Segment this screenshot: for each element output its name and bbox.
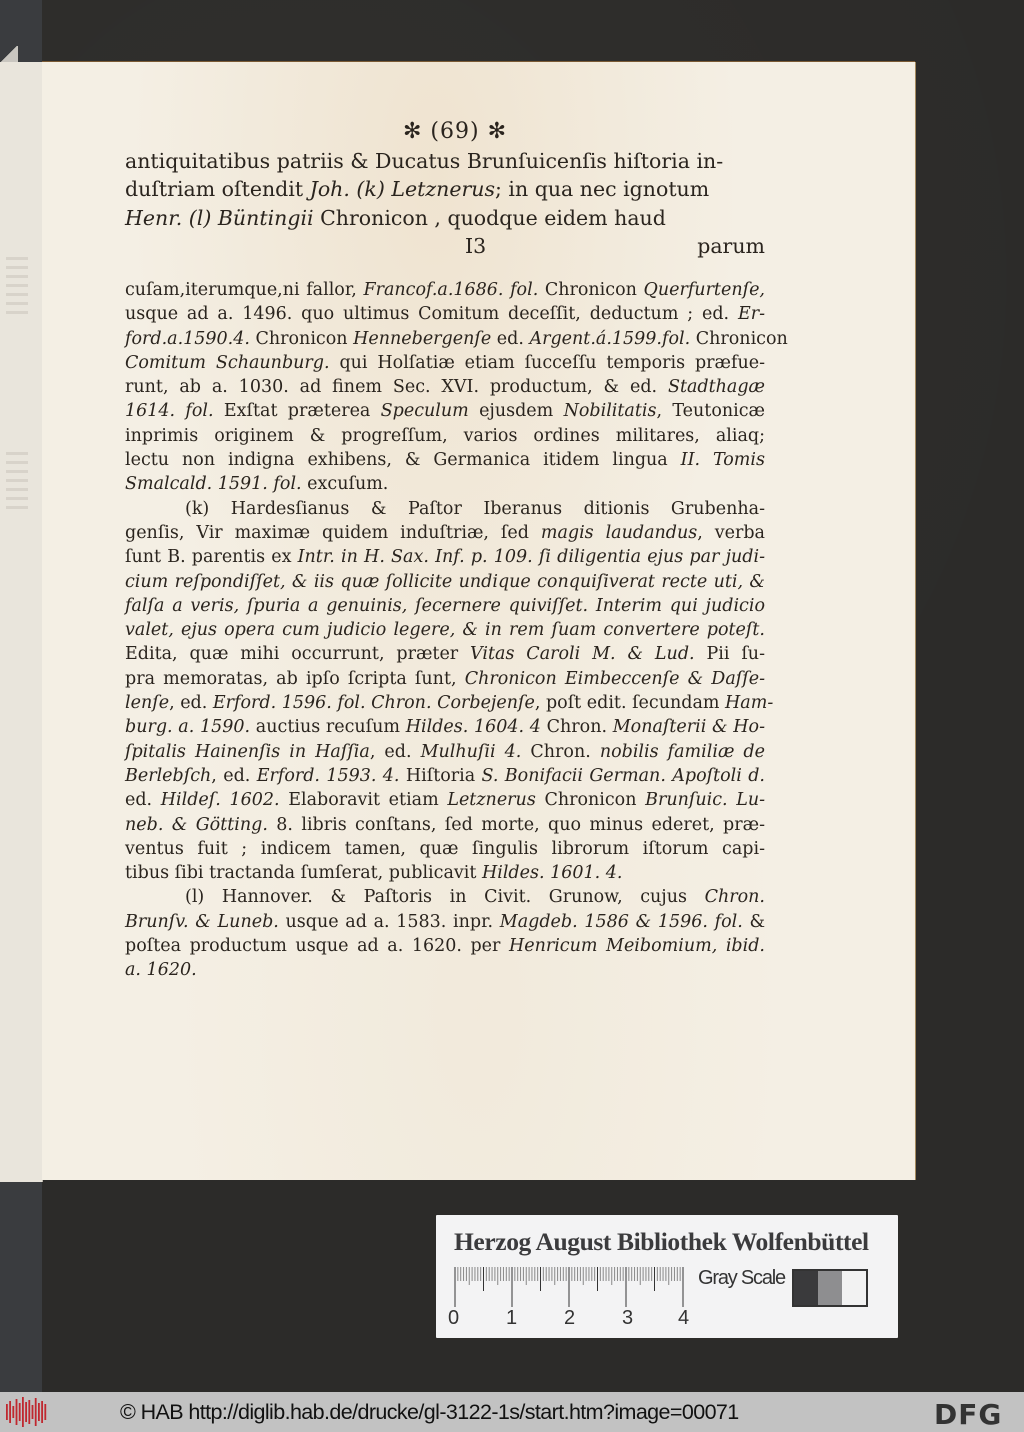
gray-scale-swatches [792, 1269, 868, 1307]
footnote-line: 1614. fol. Exſtat præterea Speculum ejusdem Nobilitatis, Teutonicæ [125, 401, 765, 422]
footnote-line: Berlebſch, ed. Erford. 1593. 4. Hiſtoria S. Bonifacii German. Apoſtoli d. [125, 765, 765, 786]
library-name: Herzog August Bibliothek Wolfenbüttel [454, 1227, 869, 1256]
ruler-number: 0 [448, 1307, 460, 1329]
gray-swatch-light [842, 1271, 866, 1305]
footnote-k [125, 497, 774, 886]
text-line: Henr. (l) Büntingii Chronicon , quodque eidem haud [125, 205, 666, 230]
catchword: parum [697, 234, 765, 258]
footnote-line: ventus fuit ; indicem tamen, quæ ſingulis librorum iſtorum capi- [125, 838, 765, 859]
footnote-line: Comitum Schaunburg. qui Holſatiæ etiam ſucceſſu temporis præfue- [125, 352, 765, 373]
footer-bar [0, 1392, 1024, 1432]
ruler-scale [454, 1267, 684, 1307]
text-line: antiquitatibus patriis & Ducatus Brunſuicenſis hiſtoria in- [125, 148, 724, 173]
footnote-line: lectu non indigna exhibens, & Germanica itidem lingua II. Tomis [125, 450, 765, 471]
footnotes [125, 278, 788, 983]
footnote-line: ford.a.1590.4. Chronicon Hennebergenſe ed. Argent.á.1599.fol. Chronicon [125, 328, 788, 349]
ruler-number: 1 [506, 1307, 518, 1329]
footnote-line: usque ad a. 1496. quo ultimus Comitum deceſſit, deductum ; ed. Er- [125, 304, 765, 325]
footnote-line: pra memoratas, ab ipſo ſcripta ſunt, Chronicon Eimbeccenſe & Daſſe- [125, 668, 765, 689]
footnote-line: runt, ab a. 1030. ad finem Sec. XVI. productum, & ed. Stadthagæ [125, 377, 765, 398]
footnote-line: inprimis originem & progreſſum, varios ordines militares, aliaq; [125, 425, 765, 446]
footnote-line: Smalcald. 1591. fol. excuſum. [125, 474, 389, 495]
hab-logo-icon[interactable] [4, 1396, 48, 1428]
ruler-number: 4 [678, 1307, 690, 1329]
footnote-line: (k) Hardesſianus & Paſtor Iberanus ditionis Grubenha- [185, 498, 765, 519]
main-text [125, 118, 765, 261]
bleed-through-text [6, 257, 28, 317]
footnote-line: valet, ejus opera cum judicio legere, & in rem ſuam convertere poteſt. [125, 620, 765, 641]
footnote-line: poſtea productum usque ad a. 1620. per Henricum Meibomium, ibid. [125, 936, 765, 957]
footnote-line: falſa a veris, ſpuria a genuinis, ſecernere quiviſſet. Interim qui judicio [125, 595, 765, 616]
footnote-line: neb. & Götting. 8. libris conſtans, ſed morte, quo minus ederet, præ- [125, 814, 765, 835]
footnote-line: (l) Hannover. & Paſtoris in Civit. Grunow, cujus Chron. [185, 887, 765, 908]
dfg-logo-icon[interactable]: DFG [934, 1398, 1003, 1431]
signature-mark: I3 [465, 234, 487, 258]
gray-scale-label: Gray Scale [698, 1267, 785, 1289]
footnote-line: a. 1620. [125, 960, 197, 981]
footnote-line: ſpitalis Hainenſis in Haſſia, ed. Mulhuſii 4. Chron. nobilis familiæ de [125, 741, 765, 762]
previous-page-edge [0, 62, 43, 1182]
color-reference-card [436, 1215, 898, 1338]
gray-swatch-mid [818, 1271, 842, 1305]
footnote-line: genſis, Vir maximæ quidem induſtriæ, ſed magis laudandus, verba [125, 522, 765, 543]
copyright-link[interactable]: © HAB http://diglib.hab.de/drucke/gl-3122-1s/start.htm?image=00071 [120, 1400, 739, 1424]
footnote-l [125, 885, 765, 982]
text-line: duſtriam oſtendit Joh. (k) Letznerus; in qua nec ignotum [125, 177, 710, 201]
footnote-line: ed. Hildeſ. 1602. Elaboravit etiam Letznerus Chronicon Brunſuic. Lu- [125, 790, 766, 811]
footnote-line: cuſam,iterumque,ni fallor, Francof.a.1686. fol. Chronicon Querfurtenſe, [125, 280, 765, 300]
page-number-header: ✻ (69) ✻ [402, 119, 507, 144]
ruler-number: 3 [622, 1307, 634, 1329]
footnote-line: Edita, quæ mihi occurrunt, præter Vitas Caroli M. & Lud. Pii ſu- [125, 644, 765, 665]
footnote-line: Brunſv. & Luneb. usque ad a. 1583. inpr. Magdeb. 1586 & 1596. fol. & [125, 911, 766, 932]
bleed-through-text [6, 452, 28, 512]
footnote-line: cium reſpondiſſet, & iis quæ ſollicite undique conquiſiverat recte uti, & [125, 571, 765, 592]
gray-swatch-dark [794, 1271, 818, 1305]
page-fold-corner [0, 46, 18, 62]
footnote-line: tibus ſibi tractanda ſumſerat, publicavit Hildes. 1601. 4. [125, 863, 623, 884]
signature-line [125, 232, 765, 261]
footnote-continuation [125, 278, 788, 497]
footnote-line: lenſe, ed. Erford. 1596. fol. Chron. Corbejenſe, poſt edit. ſecundam Ham- [125, 693, 774, 714]
footnote-line: burg. a. 1590. auctius recuſum Hildes. 1604. 4 Chron. Monaſterii & Ho- [125, 717, 766, 738]
footnote-line: ſunt B. parentis ex Intr. in H. Sax. Inf. p. 109. ſi diligentia ejus par judi- [125, 547, 765, 568]
ruler-number: 2 [564, 1307, 576, 1329]
